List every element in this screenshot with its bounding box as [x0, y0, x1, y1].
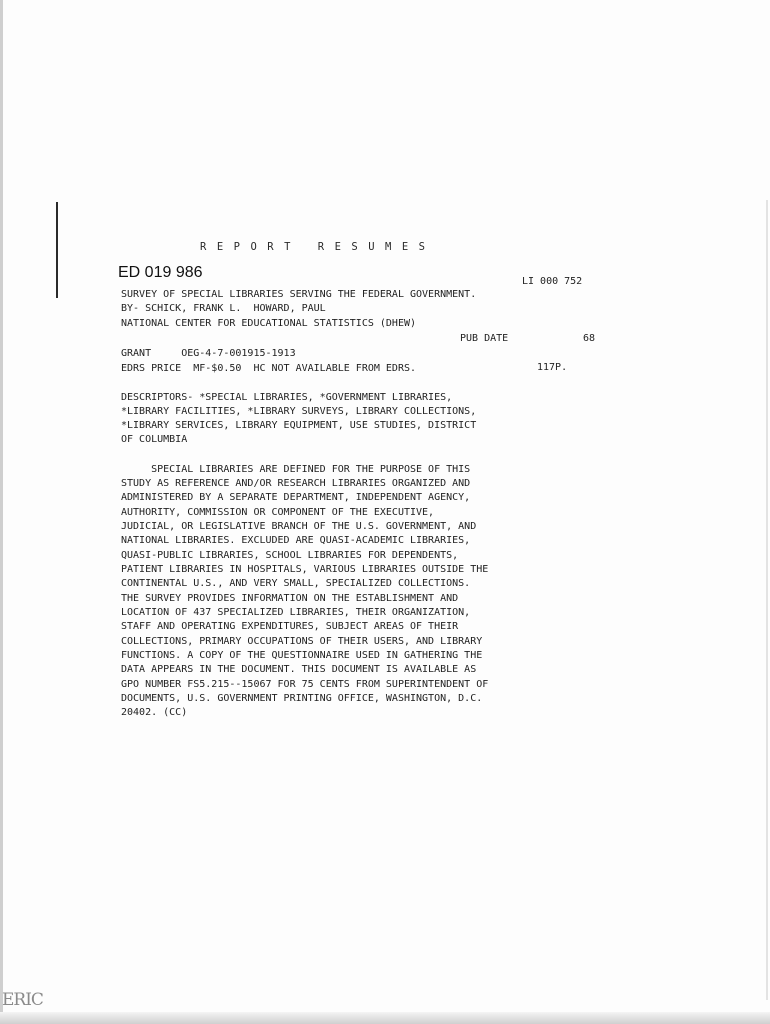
scan-right-edge [766, 200, 768, 1000]
abstract-line: NATIONAL LIBRARIES. EXCLUDED ARE QUASI-ACADEMIC LIBRARIES, [121, 535, 471, 546]
eric-logo: ERIC [2, 990, 43, 1010]
abstract-line: GPO NUMBER FS5.215--15067 FOR 75 CENTS FROM SUPERINTENDENT OF [121, 679, 489, 690]
abstract-line: QUASI-PUBLIC LIBRARIES, SCHOOL LIBRARIES FOR DEPENDENTS, [121, 550, 459, 561]
abstract-line: LOCATION OF 437 SPECIALIZED LIBRARIES, THEIR ORGANIZATION, [121, 607, 471, 618]
abstract-line: FUNCTIONS. A COPY OF THE QUESTIONNAIRE USED IN GATHERING THE [121, 650, 483, 661]
abstract-line: DOCUMENTS, U.S. GOVERNMENT PRINTING OFFICE, WASHINGTON, D.C. [121, 693, 483, 704]
page-count: 117P. [537, 362, 568, 373]
grant-line: GRANT OEG-4-7-001915-1913 [121, 348, 296, 359]
abstract-line: SPECIAL LIBRARIES ARE DEFINED FOR THE PURPOSE OF THIS [121, 464, 471, 475]
abstract-line: 20402. (CC) [121, 707, 188, 718]
authors-line: BY- SCHICK, FRANK L. HOWARD, PAUL [121, 303, 326, 314]
abstract-line: DATA APPEARS IN THE DOCUMENT. THIS DOCUMENT IS AVAILABLE AS [121, 664, 477, 675]
pub-date-label: PUB DATE [460, 333, 509, 344]
abstract-line: STAFF AND OPERATING EXPENDITURES, SUBJECT AREAS OF THEIR [121, 621, 459, 632]
ed-number: ED 019 986 [118, 264, 203, 281]
descriptors-line: *LIBRARY SERVICES, LIBRARY EQUIPMENT, USE STUDIES, DISTRICT [121, 420, 477, 431]
abstract-line: PATIENT LIBRARIES IN HOSPITALS, VARIOUS LIBRARIES OUTSIDE THE [121, 564, 489, 575]
edrs-price-line: EDRS PRICE MF-$0.50 HC NOT AVAILABLE FROM EDRS. [121, 363, 417, 374]
abstract-line: ADMINISTERED BY A SEPARATE DEPARTMENT, INDEPENDENT AGENCY, [121, 492, 471, 503]
abstract-line: COLLECTIONS, PRIMARY OCCUPATIONS OF THEIR USERS, AND LIBRARY [121, 636, 483, 647]
abstract-line: CONTINENTAL U.S., AND VERY SMALL, SPECIALIZED COLLECTIONS. [121, 578, 471, 589]
li-number: LI 000 752 [522, 276, 583, 287]
descriptors-line: OF COLUMBIA [121, 434, 188, 445]
document-title: SURVEY OF SPECIAL LIBRARIES SERVING THE FEDERAL GOVERNMENT. [121, 289, 477, 300]
abstract-line: STUDY AS REFERENCE AND/OR RESEARCH LIBRARIES ORGANIZED AND [121, 478, 471, 489]
pub-date-value: 68 [583, 333, 596, 344]
abstract-line: JUDICIAL, OR LEGISLATIVE BRANCH OF THE U.S. GOVERNMENT, AND [121, 521, 477, 532]
scan-left-edge [0, 0, 3, 1024]
abstract-line: AUTHORITY, COMMISSION OR COMPONENT OF THE EXECUTIVE, [121, 507, 435, 518]
abstract-line: THE SURVEY PROVIDES INFORMATION ON THE ESTABLISHMENT AND [121, 593, 459, 604]
descriptors-line: *LIBRARY FACILITIES, *LIBRARY SURVEYS, LIBRARY COLLECTIONS, [121, 406, 477, 417]
scan-bottom-edge [0, 1012, 770, 1024]
descriptors-line: DESCRIPTORS- *SPECIAL LIBRARIES, *GOVERNMENT LIBRARIES, [121, 392, 453, 403]
report-resumes-heading: REPORT RESUMES [200, 241, 436, 253]
margin-mark [56, 202, 58, 298]
institution-line: NATIONAL CENTER FOR EDUCATIONAL STATISTICS (DHEW) [121, 318, 417, 329]
